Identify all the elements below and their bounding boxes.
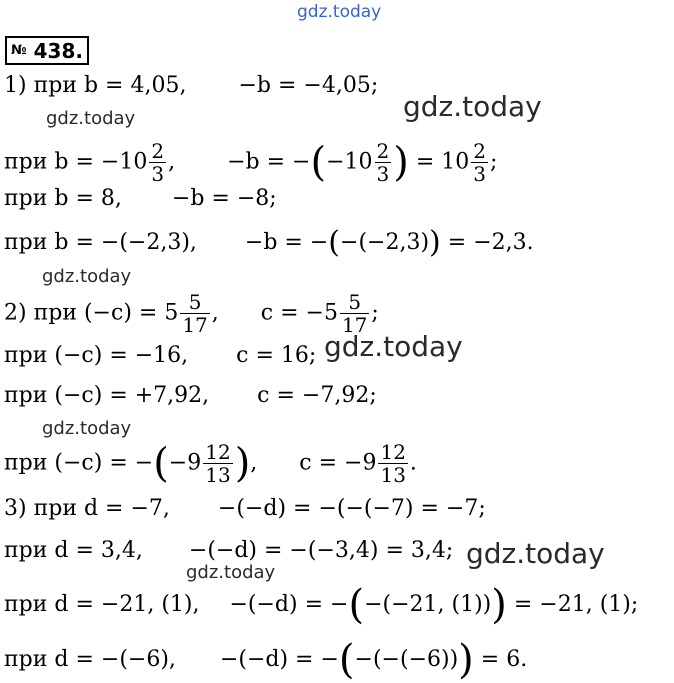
watermark: gdz.today [42,418,132,439]
open-paren: ( [328,225,341,260]
watermark-top: gdz.today [297,2,382,22]
open-paren: ( [338,637,355,683]
fraction: $\frac{5}{17}$ [341,290,368,337]
close-paren: ) [458,637,474,683]
condition-text: при b = 8, [4,186,122,211]
solution-line [4,538,453,564]
condition-text: при b = −10 [4,149,148,175]
solution-line [4,291,379,336]
watermark: gdz.today [324,330,463,363]
watermark: gdz.today [403,90,542,123]
close-paren: ) [393,139,409,186]
fraction: $\frac{12}{13}$ [380,440,406,487]
condition-text: при (−c) = −16, [4,343,189,368]
condition-text: при d = −(−6), [4,647,176,672]
result-text: −(−(−6)) [354,647,459,672]
comma: , [211,300,219,326]
result-text: = −21, (1); [513,592,639,617]
result-text: −(−21, (1)) [364,592,492,617]
result-text: c = −9 [299,450,377,476]
fraction: $\frac{5}{17}$ [182,290,208,337]
result-text: −(−d) = −(−3,4) = 3,4; [188,538,454,563]
close-paren: ) [234,440,251,487]
condition-text: −9 [168,450,202,476]
result-text: c = −5 [260,300,338,326]
comma: , [250,450,258,476]
solution-line [4,496,486,522]
solution-line [4,343,316,369]
result-text: −b = −4,05; [238,73,379,98]
problem-number [5,36,89,65]
open-paren: ( [348,582,365,628]
comma: , [168,149,176,175]
condition-text: при d = 3,4, [4,538,143,563]
result-text: = 6. [480,647,528,672]
result-text: −(−d) = −(−(−7) = −7; [217,496,486,521]
result-text: −(−2,3) [340,230,430,255]
solution-line [4,441,417,486]
open-paren: ( [310,139,327,186]
solution-line [4,637,528,683]
result-text: −b = − [227,149,311,175]
condition-text: 1) при b = 4,05, [4,73,187,98]
number-sign: № [11,43,27,58]
result-text: −b = − [244,230,329,255]
result-text: = 10 [415,149,470,175]
condition-text: 2) при (−c) = 5 [4,300,179,326]
result-text: −b = −8; [171,186,277,211]
result-text: c = −7,92; [257,383,377,408]
condition-text: 3) при d = −7, [4,496,170,521]
watermark: gdz.today [42,266,132,287]
condition-text: при b = −(−2,3), [4,230,197,255]
solution-line [4,383,377,409]
condition-text: при (−c) = − [4,450,154,476]
problem-number-value: 438. [33,39,83,63]
fraction: $\frac{2}{3}$ [376,139,390,186]
solution-line [4,73,378,99]
condition-text: при d = −21, (1), [4,592,200,617]
solution-line [4,140,497,185]
close-paren: ) [429,225,441,260]
fraction: $\frac{12}{13}$ [205,440,231,487]
solution-line [4,186,277,212]
watermark: gdz.today [466,537,605,570]
watermark: gdz.today [186,562,276,583]
period: . [409,450,417,476]
result-text: −(−d) = − [229,592,349,617]
fraction: $\frac{2}{3}$ [151,139,165,186]
result-text: c = 16; [236,343,317,368]
result-text: = −2,3. [447,230,534,255]
result-text: −(−d) = − [219,647,339,672]
condition-text: при (−c) = +7,92, [4,383,210,408]
open-paren: ( [153,440,169,487]
solution-line [4,582,639,628]
close-paren: ) [491,582,507,628]
result-text: −10 [326,149,373,175]
fraction: $\frac{2}{3}$ [473,139,486,186]
semicolon: ; [490,149,498,175]
solution-line [4,225,534,260]
watermark: gdz.today [46,108,136,129]
semicolon: ; [371,300,379,326]
